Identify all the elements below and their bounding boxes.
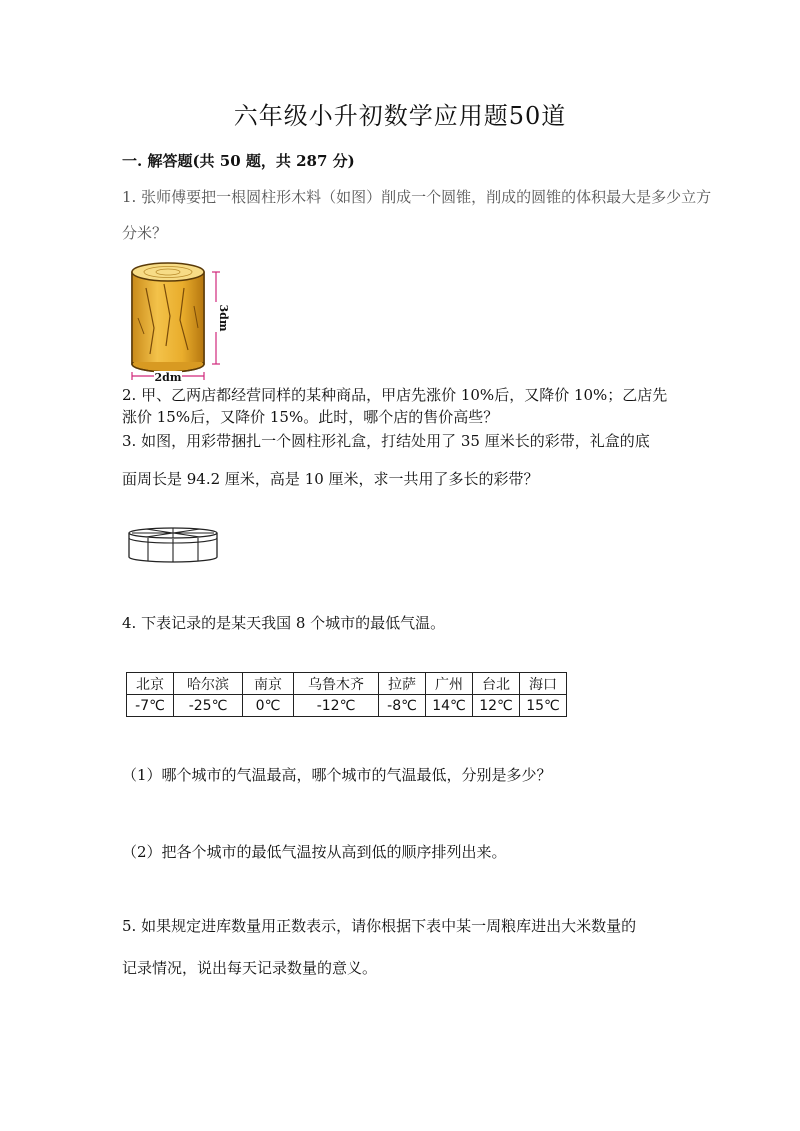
table-cell: 乌鲁木齐 [294,673,379,695]
table-cell: 14℃ [426,695,473,717]
table-cell: 15℃ [520,695,567,717]
table-cell: -12℃ [294,695,379,717]
section-heading: 一. 解答题(共 50 题，共 287 分) [122,152,355,170]
gift-box-figure [126,525,220,565]
table-cell: 南京 [243,673,294,695]
question-3-line-2: 面周长是 94.2 厘米，高是 10 厘米，求一共用了多长的彩带？ [122,470,539,488]
question-3-line-1: 3. 如图，用彩带捆扎一个圆柱形礼盒，打结处用了 35 厘米长的彩带，礼盒的底 [122,432,650,450]
question-1-line-1: 1. 张师傅要把一根圆柱形木料（如图）削成一个圆锥，削成的圆锥的体积最大是多少立方 [122,188,712,206]
table-cell: 广州 [426,673,473,695]
table-cell: 12℃ [473,695,520,717]
table-cell: 台北 [473,673,520,695]
question-4-sub-1: （1）哪个城市的气温最高，哪个城市的气温最低，分别是多少？ [122,766,552,784]
question-2-line-1: 2. 甲、乙两店都经营同样的某种商品，甲店先涨价 10%后，又降价 10%；乙店先 [122,386,668,404]
cylinder-log-figure [124,258,234,386]
table-cell: -25℃ [174,695,243,717]
question-4-line-1: 4. 下表记录的是某天我国 8 个城市的最低气温。 [122,614,446,632]
question-1-line-2: 分米？ [122,224,168,242]
table-cell: 哈尔滨 [174,673,243,695]
diameter-label: 2dm [154,371,182,384]
question-5-line-1: 5. 如果规定进库数量用正数表示，请你根据下表中某一周粮库进出大米数量的 [122,917,637,935]
table-cell: 拉萨 [379,673,426,695]
question-5-line-2: 记录情况，说出每天记录数量的意义。 [122,959,378,977]
height-label: 3dm [217,304,230,332]
question-4-sub-2: （2）把各个城市的最低气温按从高到低的顺序排列出来。 [122,843,507,861]
table-cell: 北京 [127,673,174,695]
table-row [127,695,567,717]
page-title: 六年级小升初数学应用题50道 [233,102,567,130]
question-2-line-2: 涨价 15%后，又降价 15%。此时，哪个店的售价高些？ [122,408,499,426]
table-cell: 海口 [520,673,567,695]
table-cell: -7℃ [127,695,174,717]
table-cell: 0℃ [243,695,294,717]
table-row [127,673,567,695]
temperature-table [126,672,567,717]
table-cell: -8℃ [379,695,426,717]
